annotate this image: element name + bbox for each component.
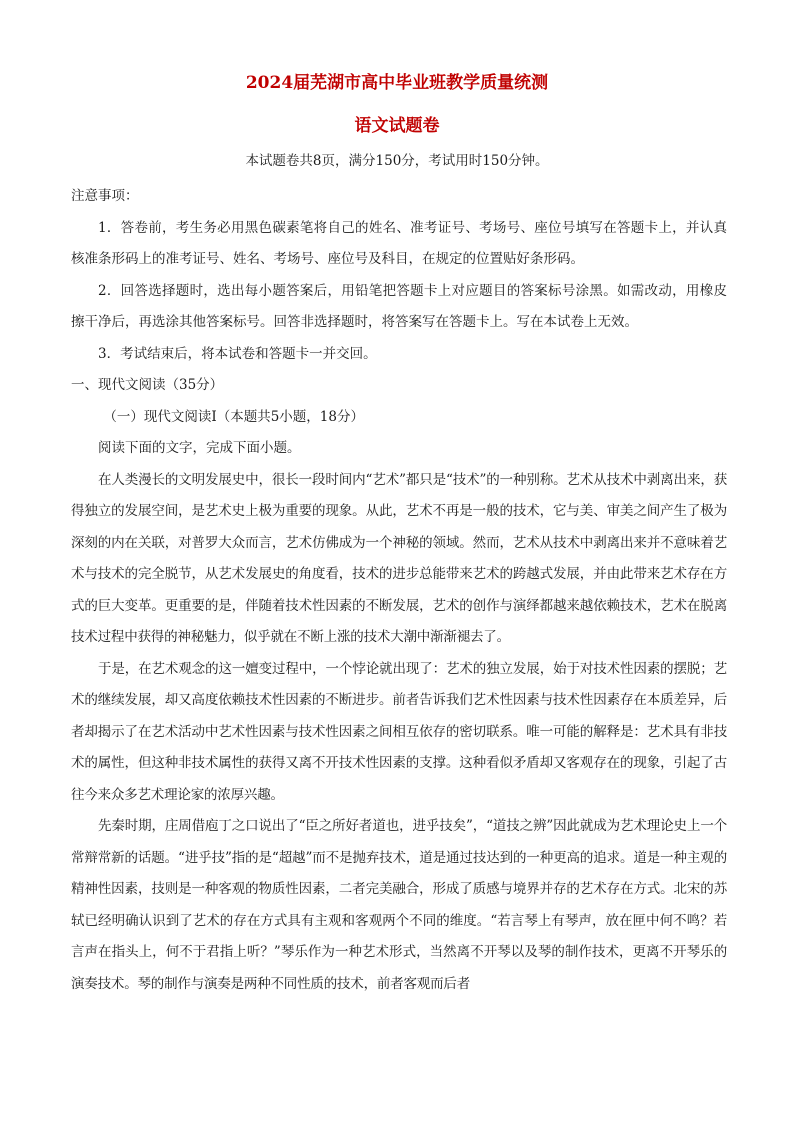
exam-content xyxy=(71,181,727,1000)
notice-item-2: 2．回答选择题时，选出每小题答案后，用铅笔把答题卡上对应题目的答案标号涂黑。如需改动，用橡皮擦干净后，再选涂其他答案标号。回答非选择题时，将答案写在答题卡上。写在本试卷上无效。 xyxy=(71,282,727,330)
exam-subtitle: 语文试题卷 xyxy=(354,116,440,136)
section-instruction: 阅读下面的文字，完成下面小题。 xyxy=(98,440,301,456)
section-heading: 一、现代文阅读（35分） xyxy=(71,377,224,393)
notice-heading: 注意事项： xyxy=(71,188,139,204)
exam-title: 2024届芜湖市高中毕业班教学质量统测 xyxy=(245,73,549,93)
passage-paragraph-2: 于是，在艺术观念的这一嬗变过程中，一个悖论就出现了：艺术的独立发展，始于对技术性因素的摆脱；艺术的继续发展，却又高度依赖技术性因素的不断进步。前者告诉我们艺术性因素与技术性因素存在本质差异，后者却揭示了在艺术活动中艺术性因素与技术性因素之间相互依存的密切联系。唯一可能的解释是：艺术具有非技术的属性，但这种非技术属性的获得又离不开技术性因素的支撑。这种看似矛盾却又客观存在的现象，引起了古往今来众多艺术理论家的浓厚兴趣。 xyxy=(71,660,727,803)
notice-item-1: 1．答卷前，考生务必用黑色碳素笔将自己的姓名、准考证号、考场号、座位号填写在答题卡上，并认真核准条形码上的准考证号、姓名、考场号、座位号及科目，在规定的位置贴好条形码。 xyxy=(71,219,727,267)
notice-item-3: 3．考试结束后，将本试卷和答题卡一并交回。 xyxy=(98,345,377,362)
passage-paragraph-3: 先秦时期，庄周借庖丁之口说出了“臣之所好者道也，进乎技矣”，“道技之辨”因此就成为艺术理论史上一个常辩常新的话题。“进乎技”指的是“超越”而不是抛弃技术，道是通过技达到的一种更高的追求。道是一种主观的精神性因素，技则是一种客观的物质性因素，二者完美融合，形成了质感与境界并存的艺术存在方式。北宋的苏轼已经明确认识到了艺术的存在方式具有主观和客观两个不同的维度。“若言琴上有琴声，放在匣中何不鸣？若言声在指头上，何不于君指上听？”琴乐作为一种艺术形式，当然离不开琴以及琴的制作技术，更离不开琴乐的演奏技术。琴的制作与演奏是两种不同性质的技术，前者客观而后者 xyxy=(71,818,727,992)
section-subheading: （一）现代文阅读Ⅰ（本题共5小题，18分） xyxy=(103,408,364,425)
exam-info: 本试题卷共8页，满分150分，考试用时150分钟。 xyxy=(245,153,549,169)
passage-paragraph-1: 在人类漫长的文明发展史中，很长一段时间内“艺术”都只是“技术”的一种别称。艺术从技术中剥离出来，获得独立的发展空间，是艺术史上极为重要的现象。从此，艺术不再是一般的技术，它与美、审美之间产生了极为深刻的内在关联，对普罗大众而言，艺术仿佛成为一个神秘的领域。然而，艺术从技术中剥离出来并不意味着艺术与技术的完全脱节，从艺术发展史的角度看，技术的进步总能带来艺术的跨越式发展，并由此带来艺术存在方式的巨大变革。更重要的是，伴随着技术性因素的不断发展，艺术的创作与演绎都越来越依赖技术，艺术在脱离技术过程中获得的神秘魅力，似乎就在不断上涨的技术大潮中渐渐褪去了。 xyxy=(71,471,727,645)
